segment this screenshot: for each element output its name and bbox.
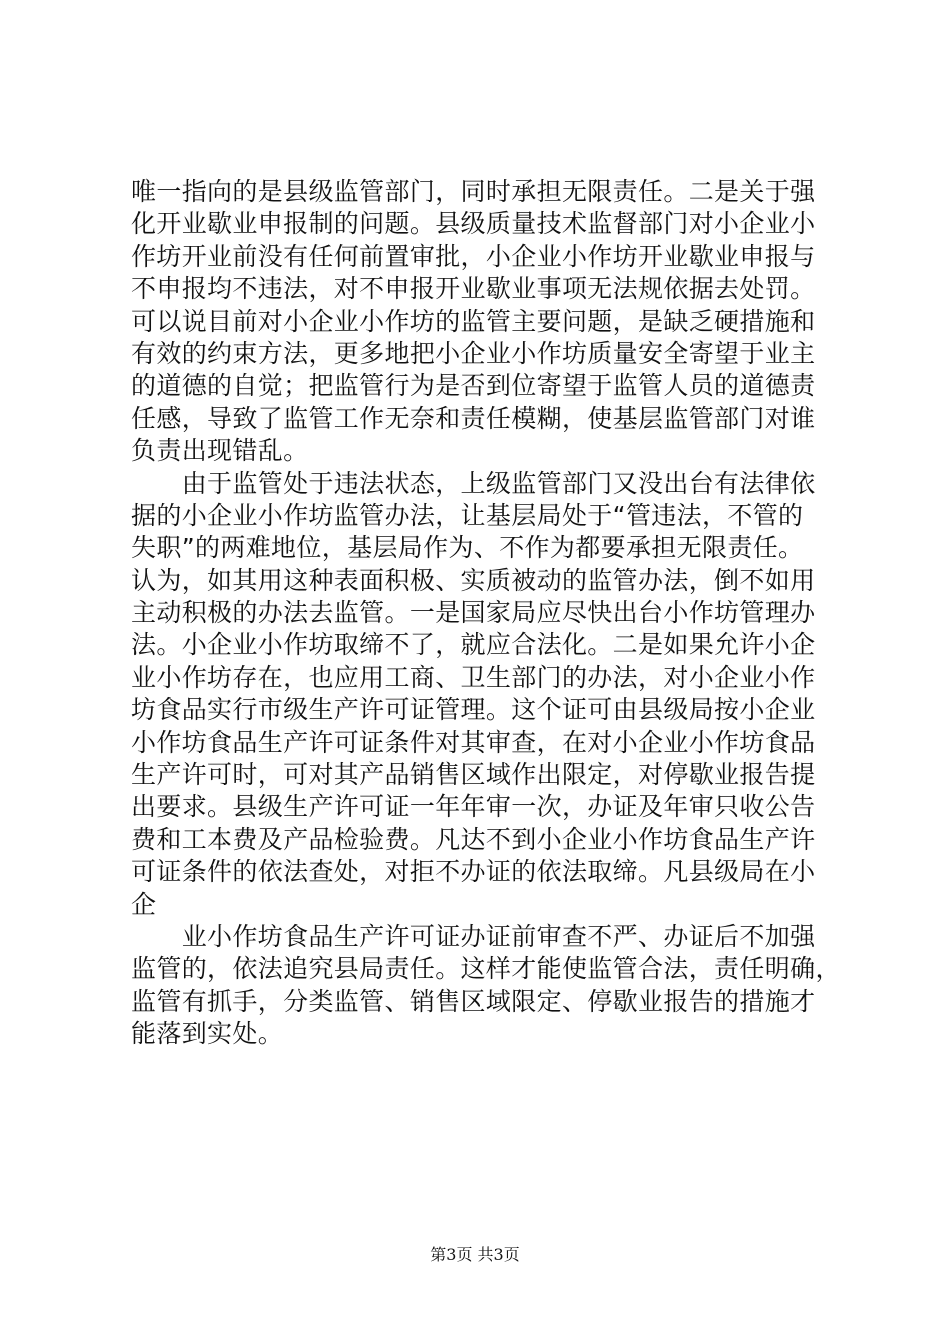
text-line: 任感，导致了监管工作无奈和责任模糊，使基层监管部门对谁 <box>131 403 816 433</box>
text-line: 业小作坊食品生产许可证办证前审查不严、办证后不加强 <box>131 921 816 951</box>
text-line: 有效的约束方法，更多地把小企业小作坊质量安全寄望于业主 <box>131 338 816 368</box>
text-line: 的道德的自觉；把监管行为是否到位寄望于监管人员的道德责 <box>131 371 816 401</box>
text-line: 由于监管处于违法状态，上级监管部门又没出台有法律依 <box>131 468 816 498</box>
text-line: 作坊开业前没有任何前置审批，小企业小作坊开业歇业申报与 <box>131 241 816 271</box>
text-line: 负责出现错乱。 <box>131 436 309 466</box>
text-line: 费和工本费及产品检验费。凡达不到小企业小作坊食品生产许 <box>131 824 816 854</box>
text-line: 监管有抓手，分类监管、销售区域限定、停歇业报告的措施才 <box>131 986 816 1016</box>
text-line: 认为，如其用这种表面积极、实质被动的监管办法，倒不如用 <box>131 565 816 595</box>
text-line: 不申报均不违法，对不申报开业歇业事项无法规依据去处罚。 <box>131 274 816 304</box>
text-line: 可证条件的依法查处，对拒不办证的依法取缔。凡县级局在小 <box>131 857 816 887</box>
text-line: 业小作坊存在，也应用工商、卫生部门的办法，对小企业小作 <box>131 662 816 692</box>
page-footer <box>0 1245 950 1265</box>
text-line: 失职”的两难地位，基层局作为、不作为都要承担无限责任。 <box>131 533 804 563</box>
text-line: 化开业歇业申报制的问题。县级质量技术监督部门对小企业小 <box>131 209 816 239</box>
text-line: 企 <box>131 889 157 919</box>
text-line: 据的小企业小作坊监管办法，让基层局处于“管违法，不管的 <box>131 500 804 530</box>
page-number: 第3页 共3页 <box>430 1245 520 1264</box>
text-line: 唯一指向的是县级监管部门，同时承担无限责任。二是关于强 <box>131 177 816 206</box>
text-line: 主动积极的办法去监管。一是国家局应尽快出台小作坊管理办 <box>131 598 816 628</box>
text-line: 出要求。县级生产许可证一年年审一次，办证及年审只收公告 <box>131 792 816 822</box>
text-line: 小作坊食品生产许可证条件对其审查，在对小企业小作坊食品 <box>131 727 816 757</box>
body-text <box>131 176 841 1051</box>
text-line: 能落到实处。 <box>131 1019 284 1049</box>
text-line: 法。小企业小作坊取缔不了，就应合法化。二是如果允许小企 <box>131 630 816 660</box>
text-line: 生产许可时，可对其产品销售区域作出限定，对停歇业报告提 <box>131 760 816 790</box>
text-line: 可以说目前对小企业小作坊的监管主要问题，是缺乏硬措施和 <box>131 306 816 336</box>
text-line: 监管的，依法追究县局责任。这样才能使监管合法，责任明确， <box>131 954 841 984</box>
text-line: 坊食品实行市级生产许可证管理。这个证可由县级局按小企业 <box>131 695 816 725</box>
